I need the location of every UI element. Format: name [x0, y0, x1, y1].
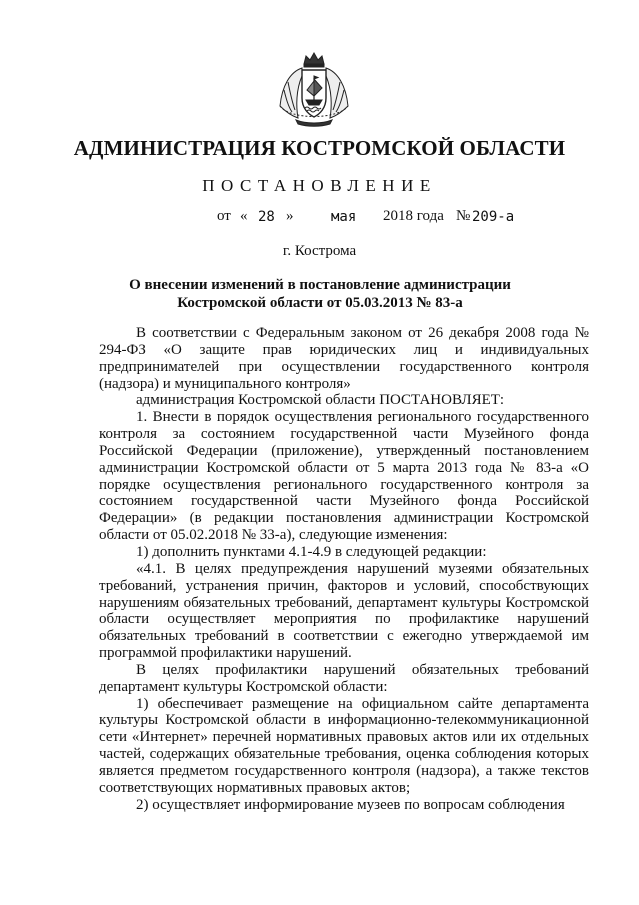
paragraph: «4.1. В целях предупреждения нарушений музеями обязательных требований, устранения причин, факторов и условий, способствующих нарушениям обязательных требований, департамент культуры Костромской области осуществляет мероприятия по профилактике нарушений обязательных требований в соответствии с ежегодно утверждаемой им программой профилактики нарушений.	[99, 560, 589, 662]
number-label: №	[456, 208, 471, 224]
document-subject	[120, 276, 520, 312]
paragraph: 2) осуществляет информирование музеев по вопросам соблюдения	[136, 796, 565, 813]
document-body	[99, 325, 589, 813]
city: г. Кострома	[282, 243, 357, 259]
quote-close: »	[286, 208, 294, 224]
date-month: мая	[331, 209, 357, 225]
coat-of-arms-emblem	[276, 50, 352, 128]
date-number-line	[0, 208, 639, 228]
paragraph: 1. Внести в порядок осуществления регионального государственного контроля за состоянием государственной части Музейного фонда Российской Федерации (приложение), утвержденный постановлением администрации Костромской области от 5 марта 2013 года № 83-а «О порядке осуществления регионального государственного контроля за состоянием государственной части Музейного фонда Российской Федерации» (в редакции постановления администрации Костромской области от 05.02.2018 № 33-а), следующие изменения:	[99, 409, 589, 544]
date-prefix: от	[217, 208, 231, 224]
paragraph: администрация Костромской области ПОСТАНОВЛЯЕТ:	[136, 392, 505, 409]
subject-line-2: Костромской области от 05.03.2013 № 83-а	[177, 295, 463, 311]
organization-name: АДМИНИСТРАЦИЯ КОСТРОМСКОЙ ОБЛАСТИ	[73, 136, 566, 160]
paragraph: 1) дополнить пунктами 4.1-4.9 в следующей редакции:	[136, 543, 487, 560]
date-day: 28	[258, 209, 275, 225]
paragraph: В целях профилактики нарушений обязательных требований департамент культуры Костромской области:	[99, 661, 589, 695]
paragraph: В соответствии с Федеральным законом от 26 декабря 2008 года № 294-ФЗ «О защите прав юридических лиц и индивидуальных предпринимателей при осуществлении государственного контроля (надзора) и муниципального контроля»	[99, 325, 589, 392]
paragraph: 1) обеспечивает размещение на официальном сайте департамента культуры Костромской области в информационно-телекоммуникационной сети «Интернет» перечней нормативных правовых актов или их отдельных частей, содержащих обязательные требования, оценка соблюдения которых является предметом государственного контроля (надзора), а также текстов соответствующих нормативных правовых актов;	[99, 695, 589, 796]
subject-line-1: О внесении изменений в постановление администрации	[129, 277, 511, 293]
date-year: 2018 года	[383, 208, 444, 224]
document-number: 209-а	[472, 209, 515, 225]
document-type: ПОСТАНОВЛЕНИЕ	[202, 176, 437, 195]
quote-open: «	[240, 208, 248, 224]
